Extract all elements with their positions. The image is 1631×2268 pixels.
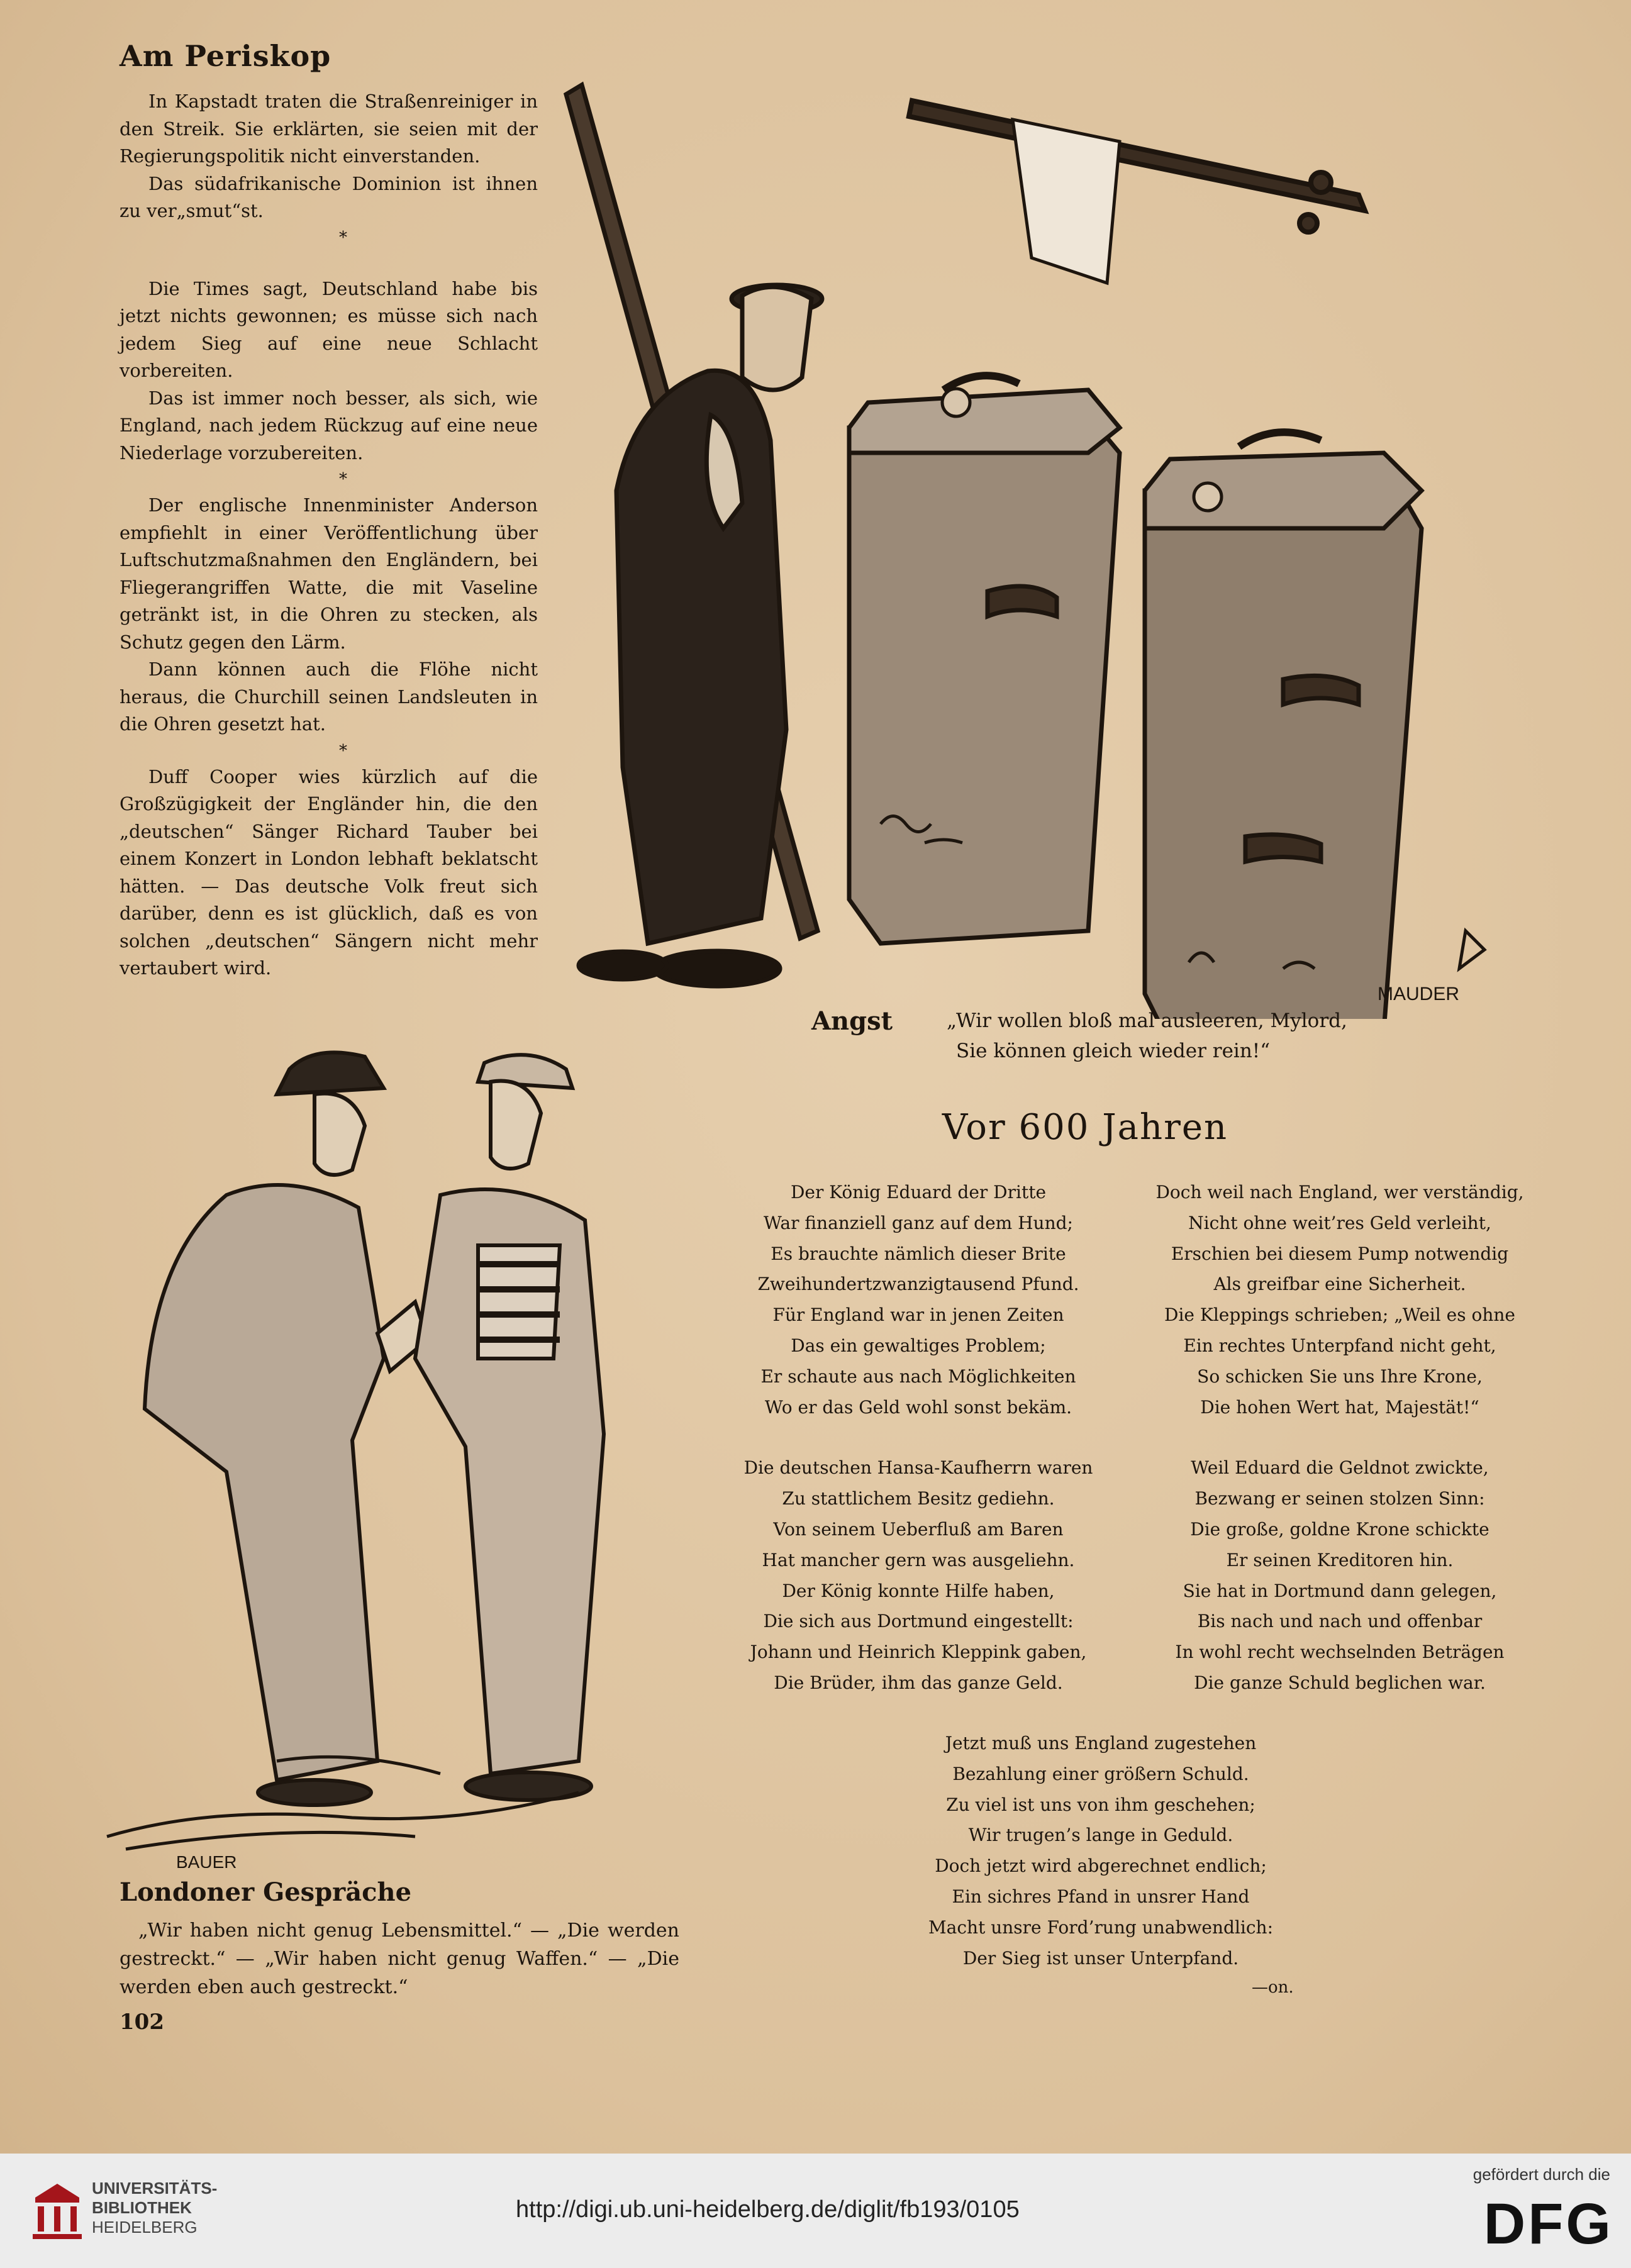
paragraph: Das ist immer noch besser, als sich, wie England, nach jedem Rückzug auf eine neue Niederlage vorzubereiten. <box>120 387 538 464</box>
source-url-link[interactable]: http://digi.ub.uni-heidelberg.de/diglit/fb193/0105 <box>516 2196 1020 2223</box>
poem-line: Zweihundertzwanzigtausend Pfund. <box>757 1274 1079 1295</box>
pole-with-towel <box>909 101 1365 283</box>
library-name-line: BIBLIOTHEK <box>92 2198 192 2217</box>
separator: * <box>339 741 347 760</box>
poem-line: Von seinem Ueberfluß am Baren <box>773 1518 1064 1540</box>
poem-signature: —on. <box>1252 1978 1294 1997</box>
poem-line: So schicken Sie uns Ihre Krone, <box>1197 1365 1483 1387</box>
poem-line: War finanziell ganz auf dem Hund; <box>764 1212 1073 1233</box>
poem-line: Macht unsre Ford’rung unabwendlich: <box>928 1916 1273 1938</box>
poem-line: Die deutschen Hansa-Kaufherrn waren <box>743 1457 1093 1479</box>
poem-line: Hat mancher gern was ausgeliehn. <box>762 1549 1075 1570</box>
cartoon-caption-line: „Wir wollen bloß mal ausleeren, Mylord, <box>947 1009 1347 1032</box>
poem-line: Nicht ohne weit’res Geld verleiht, <box>1188 1212 1491 1233</box>
library-name-line: UNIVERSITÄTS- <box>92 2179 218 2198</box>
poem-line: Die Kleppings schrieben; „Weil es ohne <box>1164 1304 1515 1326</box>
cartoon-caption-title: Angst <box>811 1006 893 1036</box>
poem-line: Zu stattlichem Besitz gediehn. <box>782 1488 1055 1509</box>
page-number: 102 <box>120 2010 164 2035</box>
paragraph: Die Times sagt, Deutschland habe bis jetzt nichts gewonnen; es müsse sich nach jedem Sieg auf eine neue Schlacht vorbereiten. <box>120 277 538 381</box>
storage-box-right <box>1145 432 1422 1019</box>
poem-line: Johann und Heinrich Kleppink gaben, <box>750 1642 1087 1663</box>
poem-line: Ein rechtes Unterpfand nicht geht, <box>1183 1335 1496 1356</box>
londoner-title: Londoner Gespräche <box>120 1877 412 1907</box>
poem-line: Das ein gewaltiges Problem; <box>791 1335 1046 1356</box>
poem-line: Ein sichres Pfand in unsrer Hand <box>952 1886 1250 1907</box>
poem-line: Die Brüder, ihm das ganze Geld. <box>774 1672 1063 1693</box>
poem-line: Bezahlung einer größern Schuld. <box>952 1763 1249 1784</box>
poem-line: In wohl recht wechselnden Beträgen <box>1175 1642 1505 1663</box>
poem-line: Bezwang er seinen stolzen Sinn: <box>1194 1488 1485 1509</box>
poem-line: Weil Eduard die Geldnot zwickte, <box>1191 1457 1489 1479</box>
paragraph: Dann können auch die Flöhe nicht heraus, die Churchill seinen Landsleuten in die Ohren gesetzt hat. <box>120 659 538 735</box>
storage-box-left <box>849 375 1120 943</box>
funder-text: gefördert durch die <box>1472 2165 1610 2184</box>
poem-line: Er seinen Kreditoren hin. <box>1226 1549 1454 1570</box>
poem-line: Doch jetzt wird abgerechnet endlich; <box>935 1855 1267 1877</box>
poem-line: Wir trugen’s lange in Geduld. <box>968 1825 1233 1846</box>
separator: * <box>339 228 347 247</box>
cartoon-londoner-illustration <box>88 1006 654 1868</box>
poem-line: Für England war in jenen Zeiten <box>772 1304 1064 1326</box>
poem-line: Der König Eduard der Dritte <box>790 1182 1047 1203</box>
street-sweeper-figure <box>566 85 822 986</box>
cartoon-caption-line: Sie können gleich wieder rein!“ <box>956 1040 1271 1062</box>
poem-line: Erschien bei diesem Pump notwendig <box>1171 1243 1509 1264</box>
library-name[interactable] <box>92 2179 217 2237</box>
paragraph: In Kapstadt traten die Straßenreiniger in den Streik. Sie erklärten, sie seien mit der Regierungspolitik nicht einverstanden. <box>120 91 538 167</box>
cartoon-signature: MAUDER <box>1377 984 1459 1004</box>
man-with-hat <box>145 1052 428 1805</box>
poem-line: Die sich aus Dortmund eingestellt: <box>763 1611 1074 1632</box>
dfg-logo[interactable]: DFG <box>1483 2192 1613 2256</box>
poem-column-right <box>1132 1177 1547 1699</box>
paragraph: Der englische Innenminister Anderson empfiehlt in einer Veröffentlichung über Luftschutzmaßnahmen den Engländern, bei Fliegerangriffen Watte, die mit Vaseline getränkt ist, in die Ohren zu stecken, als Schutz gegen den Lärm. <box>120 494 538 653</box>
library-logo-icon <box>29 2179 86 2242</box>
footer-bar <box>0 2154 1631 2268</box>
poem-line: Zu viel ist uns von ihm geschehen; <box>946 1794 1255 1815</box>
poem-line: Doch weil nach England, wer verständig, <box>1155 1182 1524 1203</box>
paragraph: Duff Cooper wies kürzlich auf die Großzügigkeit der Engländer hin, die den „deutschen“ Sänger Richard Tauber bei einem Konzert in London lebhaft beklatscht hätten. — Das deutsche Volk freut sich darüber, denn es ist glücklich, daß es von solchen „deutschen“ Sängern nicht mehr vertaubert wird. <box>120 765 538 979</box>
library-name-line: HEIDELBERG <box>92 2218 198 2237</box>
separator: * <box>339 470 347 489</box>
poem-line: Bis nach und nach und offenbar <box>1197 1611 1483 1632</box>
periskop-column <box>120 88 538 982</box>
poem-line: Sie hat in Dortmund dann gelegen, <box>1183 1580 1497 1601</box>
poem-line: Der König konnte Hilfe haben, <box>782 1580 1055 1601</box>
cartoon-angst-illustration <box>554 50 1522 1019</box>
poem-line: Der Sieg ist unser Unterpfand. <box>962 1947 1239 1969</box>
poem-line: Die große, goldne Krone schickte <box>1190 1518 1489 1540</box>
londoner-text: „Wir haben nicht genug Lebensmittel.“ — „Die werden gestreckt.“ — „Wir haben nicht genug Waffen.“ — „Die werden eben auch gestreckt.“ <box>120 1920 679 1998</box>
poem-line: Wo er das Geld wohl sonst bekäm. <box>764 1396 1072 1418</box>
poem-final-stanza <box>893 1728 1308 1974</box>
poem-line: Die ganze Schuld beglichen war. <box>1194 1672 1486 1693</box>
poem-line: Als greifbar eine Sicherheit. <box>1213 1274 1466 1295</box>
paragraph: Das südafrikanische Dominion ist ihnen zu ver„smut“st. <box>120 172 538 221</box>
poem-title: Vor 600 Jahren <box>942 1107 1228 1148</box>
poem-column-left <box>711 1177 1126 1699</box>
poem-line: Jetzt muß uns England zugestehen <box>945 1733 1257 1754</box>
cartoon-signature: BAUER <box>176 1852 237 1868</box>
man-with-cap <box>415 1055 604 1800</box>
poem-line: Es brauchte nämlich dieser Brite <box>771 1243 1066 1264</box>
column-title: Am Periskop <box>120 39 331 73</box>
poem-line: Er schaute aus nach Möglichkeiten <box>760 1365 1076 1387</box>
poem-line: Die hohen Wert hat, Majestät!“ <box>1200 1396 1479 1418</box>
